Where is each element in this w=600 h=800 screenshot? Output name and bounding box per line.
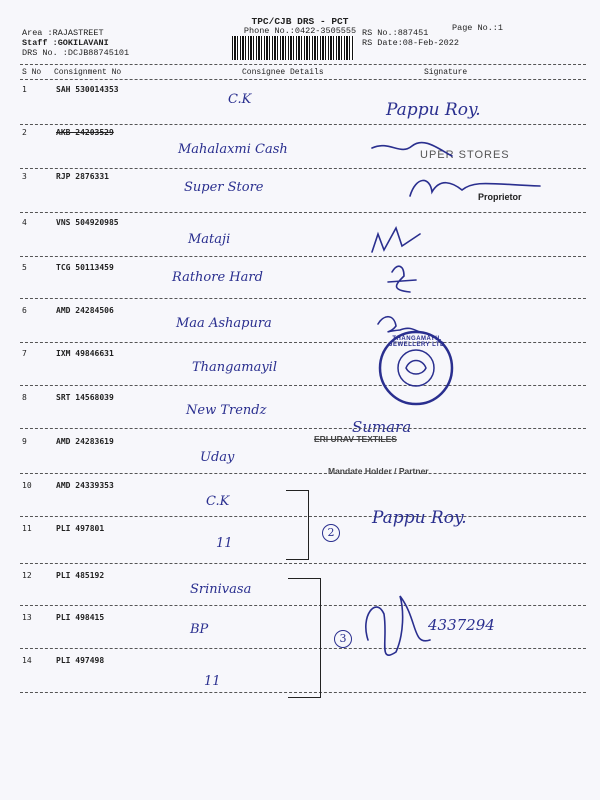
signature-scribble — [372, 143, 452, 157]
document-title: TPC/CJB DRS - PCT — [251, 16, 349, 27]
signature: Pappu Roy. — [386, 100, 481, 120]
row-sno: 3 — [22, 172, 27, 181]
row-consignment: SRT 14568039 — [56, 393, 114, 402]
row-sno: 2 — [22, 128, 27, 137]
row-sno: 9 — [22, 437, 27, 446]
row-consignment: IXM 49846631 — [56, 349, 114, 358]
stamp-text: UPER STORES — [420, 149, 510, 161]
col-consignment: Consignment No — [54, 68, 122, 77]
row-consignment: TCG 50113459 — [56, 263, 114, 272]
row-consignment: SAH 530014353 — [56, 85, 119, 94]
row-consignment: AMD 24284506 — [56, 306, 114, 315]
row-consignment: AKB 24203529 — [56, 128, 114, 137]
row-consignment: PLI 485192 — [56, 571, 105, 580]
signature: Sumara — [352, 418, 412, 436]
signature-scribble — [378, 317, 420, 332]
row-sno: 8 — [22, 393, 27, 402]
consignee-name: Super Store — [184, 180, 264, 195]
consignee-name: Maa Ashapura — [176, 316, 272, 331]
textiles-stamp: ERI URAV TEXTILES — [314, 434, 397, 444]
seal-text: THANGAMAYIL JEWELLERY LTD — [389, 336, 445, 348]
rs-number: RS No.:887451 — [362, 28, 429, 38]
signature-number: 4337294 — [428, 616, 495, 634]
row-consignment: RJP 2876331 — [56, 172, 109, 181]
signature: Pappu Roy. — [372, 508, 467, 528]
area-label: Area :RAJASTREET — [22, 28, 104, 38]
col-signature: Signature — [424, 68, 468, 77]
row-sno: 10 — [22, 481, 32, 490]
staff-label: Staff :GOKILAVANI — [22, 38, 109, 48]
row-sno: 6 — [22, 306, 27, 315]
drs-number: DRS No. :DCJB88745101 — [22, 48, 130, 58]
signature-scribble — [366, 596, 430, 655]
row-consignment: AMD 24339353 — [56, 481, 114, 490]
group-marker: 2 — [322, 524, 340, 542]
consignee-name: C.K — [206, 494, 230, 509]
row-sno: 1 — [22, 85, 27, 94]
row-consignment: PLI 497801 — [56, 524, 105, 533]
row-sno: 12 — [22, 571, 32, 580]
consignee-name: BP — [190, 622, 209, 637]
consignee-name: Uday — [200, 450, 235, 465]
consignee-name: 11 — [204, 674, 221, 689]
row-consignment: PLI 498415 — [56, 613, 105, 622]
consignee-name: New Trendz — [186, 403, 267, 418]
consignee-name: Thangamayil — [192, 360, 277, 375]
row-sno: 11 — [22, 524, 32, 533]
consignee-name: Mataji — [188, 232, 231, 247]
signature-scribble — [388, 266, 416, 292]
row-consignment: PLI 497498 — [56, 656, 105, 665]
col-sno: S No — [22, 68, 42, 77]
row-consignment: AMD 24283619 — [56, 437, 114, 446]
col-consignee: Consignee Details — [242, 68, 324, 77]
row-sno: 14 — [22, 656, 32, 665]
signature-scribble — [410, 180, 540, 196]
signature-scribble — [372, 228, 420, 252]
row-sno: 7 — [22, 349, 27, 358]
phone-number: Phone No.:0422-3505555 — [243, 26, 357, 36]
consignee-name: Mahalaxmi Cash — [178, 142, 288, 157]
rs-date: RS Date:08-Feb-2022 — [362, 38, 459, 48]
page-number: Page No.:1 — [452, 23, 504, 33]
consignee-name: Srinivasa — [190, 582, 252, 597]
row-consignment: VNS 504920985 — [56, 218, 119, 227]
proprietor-stamp: Proprietor — [478, 192, 522, 202]
consignee-name: C.K — [228, 92, 252, 107]
row-sno: 5 — [22, 263, 27, 272]
row-sno: 13 — [22, 613, 32, 622]
group-marker: 3 — [334, 630, 352, 648]
mandate-stamp: Mandate Holder / Partner — [328, 466, 429, 476]
row-sno: 4 — [22, 218, 27, 227]
consignee-name: 11 — [216, 536, 233, 551]
consignee-name: Rathore Hard — [172, 270, 263, 285]
